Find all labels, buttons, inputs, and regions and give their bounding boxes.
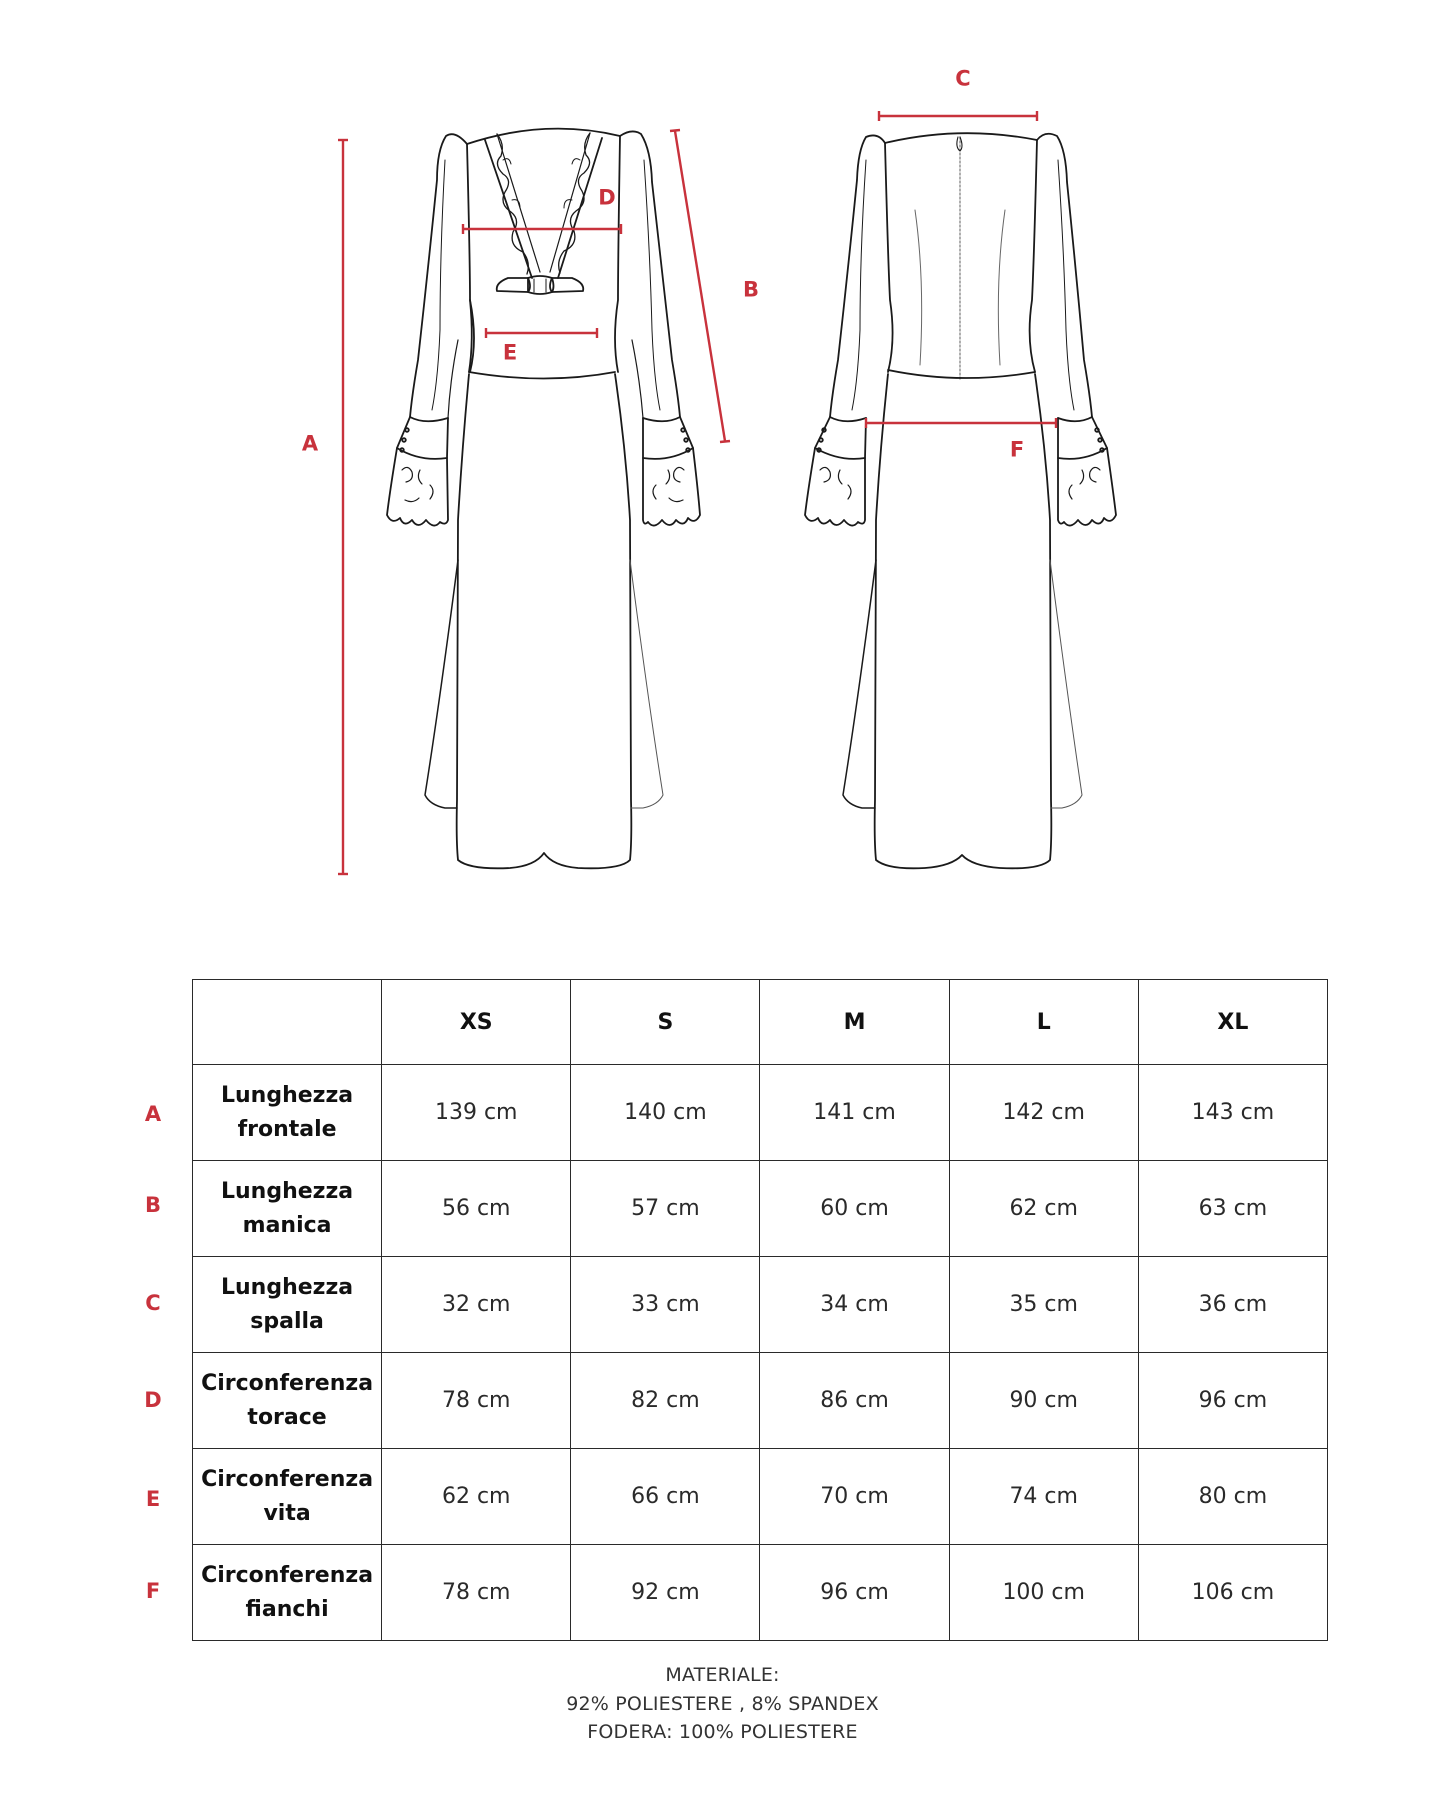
table-cell: 33 cm	[571, 1257, 760, 1353]
row-label-circonferenza-torace	[193, 1353, 382, 1449]
row-label-line2: spalla	[250, 1308, 324, 1334]
table-row	[193, 1257, 1328, 1353]
table-cell: 92 cm	[571, 1545, 760, 1641]
row-label-line2: manica	[242, 1212, 332, 1238]
table-cell: 78 cm	[382, 1353, 571, 1449]
size-header-m: M	[760, 980, 949, 1065]
table-cell: 62 cm	[949, 1161, 1138, 1257]
row-label-line1: Circonferenza	[201, 1562, 374, 1588]
table-cell: 80 cm	[1138, 1449, 1327, 1545]
table-row	[193, 1353, 1328, 1449]
material-lining: FODERA: 100% POLIESTERE	[587, 1721, 858, 1743]
size-header-xl: XL	[1138, 980, 1327, 1065]
row-label-line1: Circonferenza	[201, 1370, 374, 1396]
table-cell: 62 cm	[382, 1449, 571, 1545]
measure-label-f: F	[1009, 437, 1025, 462]
row-label-line1: Lunghezza	[221, 1274, 354, 1300]
table-cell: 78 cm	[382, 1545, 571, 1641]
row-label-line1: Lunghezza	[221, 1178, 354, 1204]
material-composition: 92% POLIESTERE , 8% SPANDEX	[566, 1692, 879, 1715]
size-header-xs: XS	[382, 980, 571, 1065]
table-cell: 141 cm	[760, 1065, 949, 1161]
size-chart-table	[192, 979, 1328, 1641]
row-label-circonferenza-vita	[193, 1449, 382, 1545]
measure-line-f	[866, 418, 1056, 428]
table-cell: 36 cm	[1138, 1257, 1327, 1353]
table-cell: 74 cm	[949, 1449, 1138, 1545]
row-label-line2: frontale	[237, 1116, 337, 1142]
front-view-figure	[387, 129, 700, 869]
size-header-l: L	[949, 980, 1138, 1065]
table-cell: 63 cm	[1138, 1161, 1327, 1257]
measure-line-c	[879, 111, 1037, 121]
table-cell: 96 cm	[1138, 1353, 1327, 1449]
material-title: MATERIALE:	[665, 1664, 780, 1686]
table-row	[193, 1161, 1328, 1257]
table-cell: 96 cm	[760, 1545, 949, 1641]
row-label-lunghezza-frontale	[193, 1065, 382, 1161]
table-row	[193, 1449, 1328, 1545]
table-cell: 82 cm	[571, 1353, 760, 1449]
material-info	[0, 1661, 1445, 1747]
row-label-line2: vita	[263, 1500, 311, 1526]
table-cell: 90 cm	[949, 1353, 1138, 1449]
measure-line-a	[338, 140, 348, 874]
measure-line-e	[486, 328, 597, 338]
row-letter-a: A	[144, 1102, 162, 1126]
table-row	[193, 1545, 1328, 1641]
back-view-figure	[805, 133, 1116, 868]
row-letter-d: D	[144, 1388, 162, 1412]
measure-line-b	[670, 130, 730, 442]
row-label-line2: fianchi	[245, 1596, 329, 1622]
table-cell: 56 cm	[382, 1161, 571, 1257]
row-letter-e: E	[145, 1487, 161, 1511]
table-cell: 34 cm	[760, 1257, 949, 1353]
table-header-row	[193, 980, 1328, 1065]
row-letter-b: B	[144, 1193, 162, 1217]
row-label-circonferenza-fianchi	[193, 1545, 382, 1641]
table-cell: 143 cm	[1138, 1065, 1327, 1161]
row-letter-f: F	[145, 1579, 161, 1603]
row-label-line2: torace	[247, 1404, 327, 1430]
table-cell: 66 cm	[571, 1449, 760, 1545]
row-label-line1: Circonferenza	[201, 1466, 374, 1492]
size-header-s: S	[571, 980, 760, 1065]
row-letter-c: C	[145, 1291, 161, 1315]
table-cell: 140 cm	[571, 1065, 760, 1161]
table-corner-cell	[193, 980, 382, 1065]
row-label-lunghezza-spalla	[193, 1257, 382, 1353]
table-row	[193, 1065, 1328, 1161]
row-label-line1: Lunghezza	[221, 1082, 354, 1108]
table-cell: 32 cm	[382, 1257, 571, 1353]
table-cell: 106 cm	[1138, 1545, 1327, 1641]
measure-label-a: A	[301, 431, 319, 456]
measure-label-c: C	[955, 66, 971, 91]
table-cell: 86 cm	[760, 1353, 949, 1449]
measure-label-d: D	[598, 185, 616, 210]
table-cell: 70 cm	[760, 1449, 949, 1545]
measure-label-e: E	[502, 340, 518, 365]
table-cell: 139 cm	[382, 1065, 571, 1161]
measure-line-d	[463, 224, 621, 234]
table-cell: 142 cm	[949, 1065, 1138, 1161]
row-label-lunghezza-manica	[193, 1161, 382, 1257]
table-cell: 100 cm	[949, 1545, 1138, 1641]
table-cell: 35 cm	[949, 1257, 1138, 1353]
table-cell: 57 cm	[571, 1161, 760, 1257]
measure-label-b: B	[742, 277, 760, 302]
table-cell: 60 cm	[760, 1161, 949, 1257]
